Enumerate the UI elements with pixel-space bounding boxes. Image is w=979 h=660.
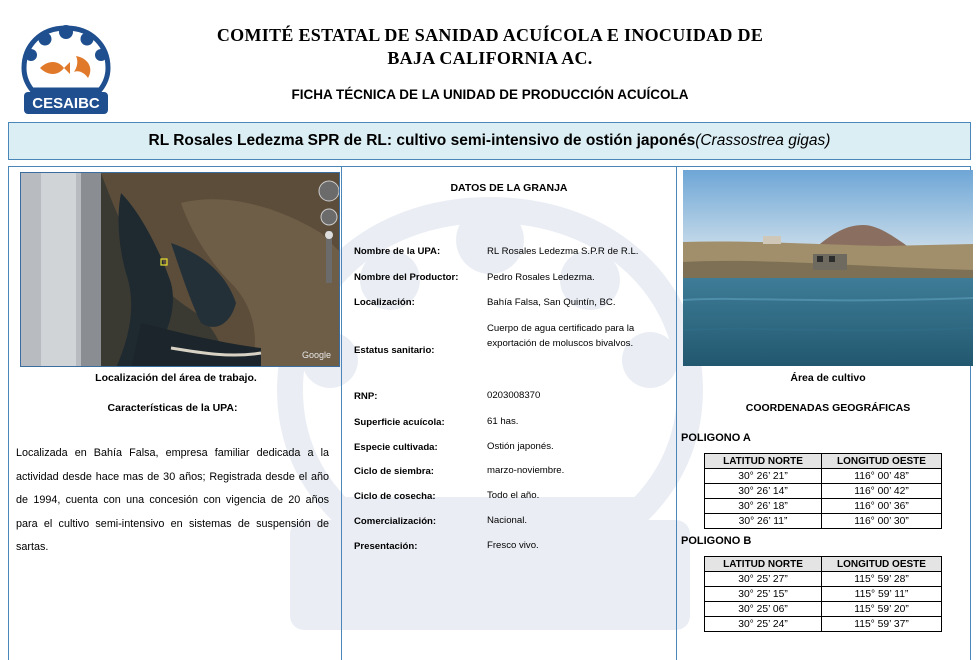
table-header-row xyxy=(705,454,942,469)
field-label-location: Localización: xyxy=(354,297,415,308)
polygon-a-table xyxy=(704,453,942,529)
field-value-species: Ostión japonés. xyxy=(487,441,554,452)
field-value-sanitary-status: Cuerpo de agua certificado para la exportación de moluscos bivalvos. xyxy=(487,323,635,349)
longitude-cell: 116° 00’ 42” xyxy=(822,484,942,499)
field-label-presentation: Presentación: xyxy=(354,541,418,552)
table-row xyxy=(705,499,942,514)
latitude-cell: 30° 26’ 11” xyxy=(705,514,822,529)
satellite-map xyxy=(20,172,340,367)
latitude-cell: 30° 25’ 06” xyxy=(705,602,822,617)
field-value-rnp: 0203008370 xyxy=(487,390,541,401)
organization-title xyxy=(140,24,840,70)
photo-caption: Área de cultivo xyxy=(790,372,866,384)
table-header-row xyxy=(705,557,942,572)
field-label-harvest-cycle: Ciclo de cosecha: xyxy=(354,491,436,502)
field-value-surface: 61 has. xyxy=(487,416,519,427)
cultivation-area-photo-image xyxy=(683,170,973,366)
cultivation-area-photo xyxy=(683,170,973,366)
field-value-upa-name: RL Rosales Ledezma S.P.R de R.L. xyxy=(487,246,639,257)
upa-characteristics-title: Características de la UPA: xyxy=(107,402,238,414)
coordinates-title: COORDENADAS GEOGRÁFICAS xyxy=(745,402,911,414)
table-row xyxy=(705,572,942,587)
latitude-cell: 30° 26’ 18” xyxy=(705,499,822,514)
longitude-cell: 116° 00’ 48” xyxy=(822,469,942,484)
latitude-cell: 30° 25’ 15” xyxy=(705,587,822,602)
longitude-cell: 115° 59’ 20” xyxy=(822,602,942,617)
sheet-title: FICHA TÉCNICA DE LA UNIDAD DE PRODUCCIÓN ACUÍCOLA xyxy=(291,87,689,102)
table-row xyxy=(705,484,942,499)
field-label-producer: Nombre del Productor: xyxy=(354,272,459,283)
map-caption: Localización del área de trabajo. xyxy=(95,372,257,384)
table-row xyxy=(705,602,942,617)
table-row xyxy=(705,514,942,529)
latitude-cell: 30° 25’ 27” xyxy=(705,572,822,587)
field-label-rnp: RNP: xyxy=(354,391,378,402)
latitude-cell: 30° 26’ 14” xyxy=(705,484,822,499)
field-value-sowing-cycle: marzo-noviembre. xyxy=(487,465,565,476)
longitude-cell: 115° 59’ 37” xyxy=(822,617,942,632)
logo-text: CESAIBC xyxy=(32,95,100,112)
field-label-sowing-cycle: Ciclo de siembra: xyxy=(354,466,434,477)
longitude-cell: 115° 59’ 11” xyxy=(822,587,942,602)
map-attribution: Google xyxy=(301,350,331,360)
cesaibc-logo xyxy=(18,22,114,118)
upa-title-banner xyxy=(8,122,971,160)
longitude-header: LONGITUD OESTE xyxy=(822,557,942,572)
polygon-a-label: POLIGONO A xyxy=(681,432,751,444)
table-row xyxy=(705,587,942,602)
latitude-header: LATITUD NORTE xyxy=(705,557,822,572)
column-divider xyxy=(676,167,677,660)
column-divider xyxy=(341,167,342,660)
field-label-species: Especie cultivada: xyxy=(354,442,438,453)
latitude-header: LATITUD NORTE xyxy=(705,454,822,469)
field-value-presentation: Fresco vivo. xyxy=(487,540,539,551)
field-value-producer: Pedro Rosales Ledezma. xyxy=(487,272,595,283)
longitude-cell: 116° 00’ 36” xyxy=(822,499,942,514)
farm-data-title: DATOS DE LA GRANJA xyxy=(450,182,568,194)
org-line-1: COMITÉ ESTATAL DE SANIDAD ACUÍCOLA E INOCUIDAD DE xyxy=(216,25,764,45)
field-label-sanitary-status: Estatus sanitario: xyxy=(354,345,435,356)
polygon-b-table xyxy=(704,556,942,632)
field-value-commercialization: Nacional. xyxy=(487,515,527,526)
banner-scientific-name: (Crassostrea gigas) xyxy=(695,132,831,149)
longitude-cell: 115° 59’ 28” xyxy=(822,572,942,587)
table-row xyxy=(705,617,942,632)
longitude-cell: 116° 00’ 30” xyxy=(822,514,942,529)
longitude-header: LONGITUD OESTE xyxy=(822,454,942,469)
banner-title: RL Rosales Ledezma SPR de RL: cultivo semi-intensivo de ostión japonés xyxy=(148,132,696,149)
latitude-cell: 30° 26’ 21” xyxy=(705,469,822,484)
latitude-cell: 30° 25’ 24” xyxy=(705,617,822,632)
field-value-location: Bahía Falsa, San Quintín, BC. xyxy=(487,297,616,308)
field-value-harvest-cycle: Todo el año. xyxy=(487,490,540,501)
field-label-surface: Superficie acuícola: xyxy=(354,417,445,428)
field-label-upa-name: Nombre de la UPA: xyxy=(354,246,441,257)
upa-description: Localizada en Bahía Falsa, empresa familiar dedicada a la actividad desde hace mas de 30 años; Registrada desde el año de 1994, cuenta con una concesión con vigencia de 20 años para el cultivo semi-intensivo en sistemas de suspensión de sartas. xyxy=(16,447,329,553)
table-row xyxy=(705,469,942,484)
field-label-commercialization: Comercialización: xyxy=(354,516,437,527)
org-line-2: BAJA CALIFORNIA AC. xyxy=(387,48,593,68)
polygon-b-label: POLIGONO B xyxy=(681,535,752,547)
satellite-map-image xyxy=(21,173,340,367)
